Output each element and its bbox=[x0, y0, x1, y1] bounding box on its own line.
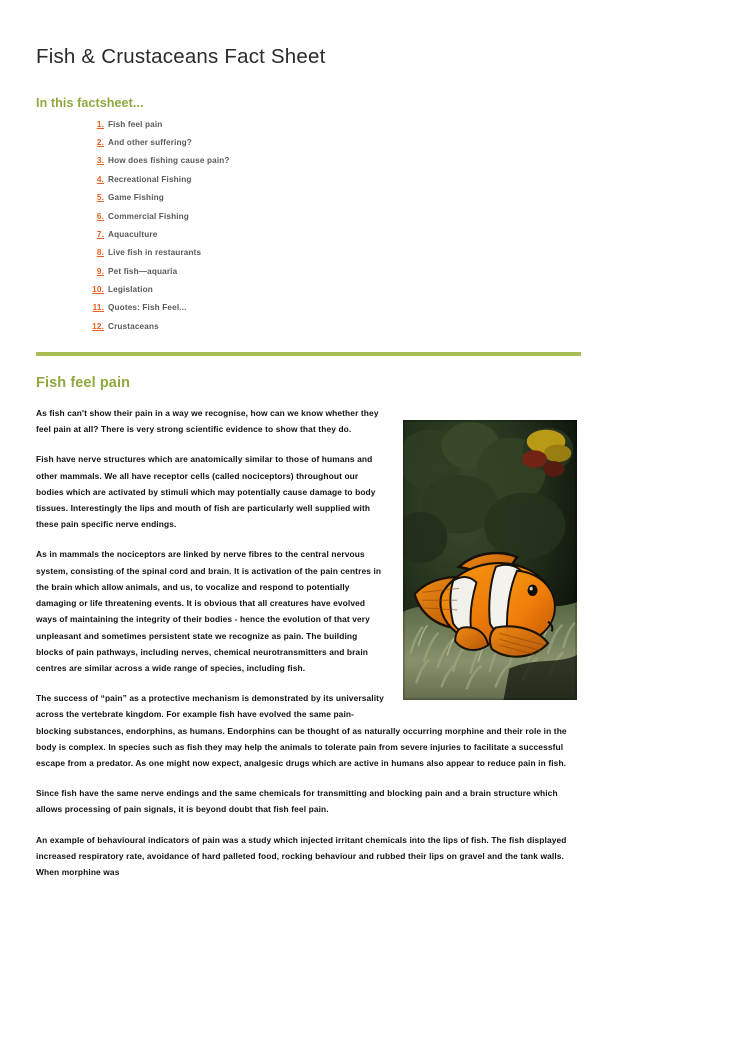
paragraph: Fish have nerve structures which are anatomically similar to those of humans and other mammals. We all have receptor cells (called nociceptors) throughout our bodies which are activated by stimuli which may potentially cause damage to body tissues. Interestingly the lips and mouth of fish are particularly well supplied with these pain specific nerve endings. bbox=[36, 454, 376, 530]
list-item[interactable] bbox=[86, 231, 580, 239]
section-body bbox=[36, 405, 580, 880]
clownfish-photo bbox=[400, 417, 580, 703]
paragraph: An example of behavioural indicators of pain was a study which injected irritant chemicals into the lips of fish. The fish displayed increased respiratory rate, avoidance of hard palleted food, rocking behaviour and rubbed their lips on gravel and the tank walls. When morphine was bbox=[36, 834, 567, 877]
toc-item-label: Legislation bbox=[108, 285, 153, 295]
toc-item-label: Recreational Fishing bbox=[108, 174, 192, 184]
list-item[interactable] bbox=[86, 139, 580, 147]
paragraph: The success of “pain” as a protective mechanism is demonstrated by its universality across the vertebrate kingdom. For example fish have evolved the same pain-blocking substances, endorphins, as humans. Endorphins can be thought of as naturally occurring morphine and their role in the body is complex. In species such as fish they may help the animals to tolerate pain from severe injuries to facilitate a successful escape from a predator. As one might now expect, analgesic drugs which are active in humans also appear to reduce pain in fish. bbox=[36, 693, 567, 768]
toc-item-label: Live fish in restaurants bbox=[108, 248, 202, 258]
list-item[interactable] bbox=[86, 249, 580, 257]
table-of-contents-heading: In this factsheet... bbox=[36, 95, 144, 110]
toc-item-label: Game Fishing bbox=[108, 193, 164, 203]
paragraph: Since fish have the same nerve endings and the same chemicals for transmitting and blocking pain and a brain structure which allows processing of pain signals, it is beyond doubt that fish feel pain. bbox=[36, 788, 558, 815]
paragraph: As fish can't show their pain in a way we recognise, how can we know whether they feel pain at all? There is very strong scientific evidence to show that they do. bbox=[36, 408, 379, 435]
toc-item-label: And other suffering? bbox=[108, 137, 192, 147]
clownfish-in-anemone-image bbox=[403, 420, 577, 700]
list-item[interactable] bbox=[86, 304, 580, 312]
list-item[interactable] bbox=[86, 157, 580, 165]
toc-item-label: Aquaculture bbox=[108, 229, 158, 239]
list-item[interactable] bbox=[86, 176, 580, 184]
table-of-contents-list bbox=[36, 121, 580, 332]
list-item[interactable] bbox=[86, 121, 580, 129]
list-item[interactable] bbox=[86, 323, 580, 331]
section-divider bbox=[36, 352, 581, 356]
list-item[interactable] bbox=[86, 194, 580, 202]
list-item[interactable] bbox=[86, 286, 580, 294]
list-item[interactable] bbox=[86, 213, 580, 221]
toc-item-label: Fish feel pain bbox=[108, 119, 163, 129]
paragraph: As in mammals the nociceptors are linked by nerve fibres to the central nervous system, consisting of the spinal cord and brain. It is activation of the pain centres in the brain which allow animals, and us, to vocalize and respond to potentially damaging or life threatening events. It is obvious that all creatures have evolved ways of maintaining the integrity of their bodies - hence the evolution of that very unpleasant and sometimes persistent state we recognize as pain. The building blocks of pain pathways, including nerves, chemical neurotransmitters and brain centres are similar across a wide range of species, including fish. bbox=[36, 549, 382, 673]
toc-item-label: Quotes: Fish Feel... bbox=[108, 303, 187, 313]
section-heading-fish-feel-pain: Fish feel pain bbox=[36, 375, 131, 392]
toc-item-label: Pet fish—aquaria bbox=[108, 266, 178, 276]
list-item[interactable] bbox=[86, 268, 580, 276]
toc-item-label: Crustaceans bbox=[108, 321, 159, 331]
page-title: Fish & Crustaceans Fact Sheet bbox=[36, 45, 326, 68]
toc-item-label: Commercial Fishing bbox=[108, 211, 189, 221]
toc-item-label: How does fishing cause pain? bbox=[108, 156, 230, 166]
